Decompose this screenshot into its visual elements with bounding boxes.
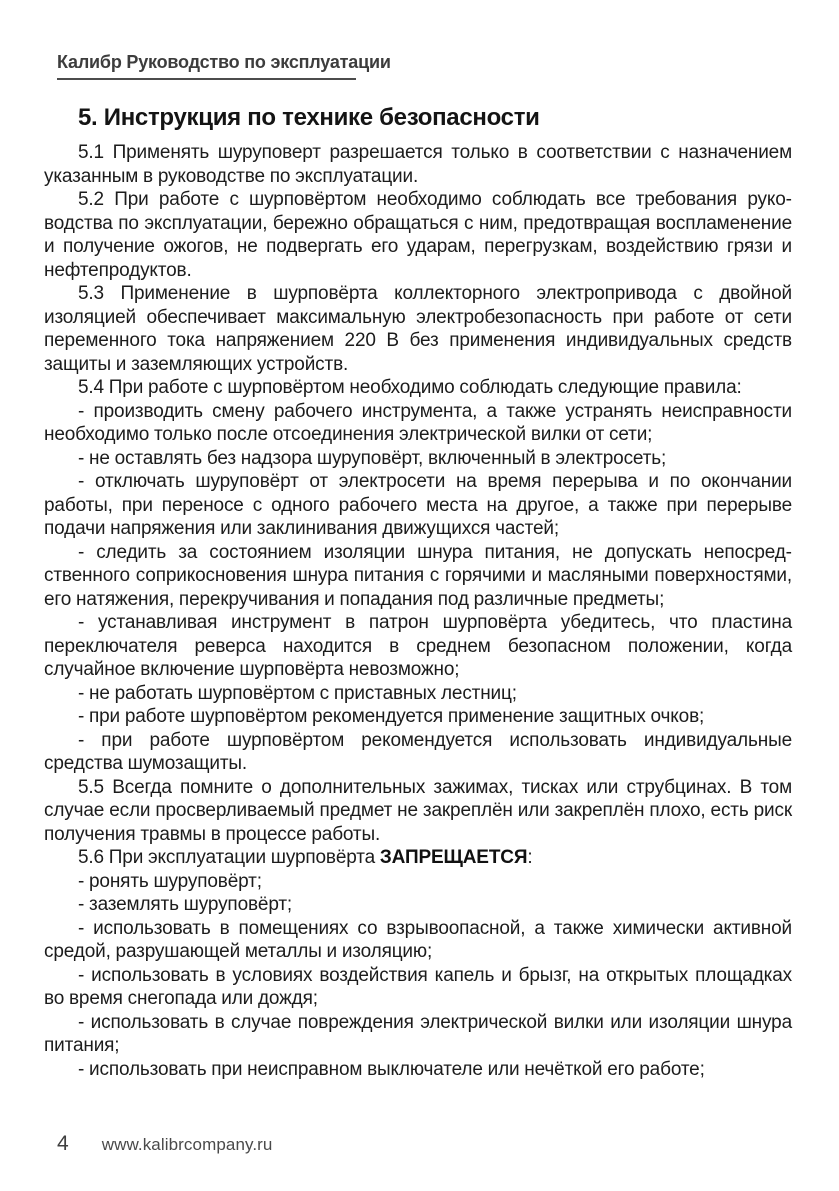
- list-item: - отключать шуруповёрт от электросети на время перерыва и по окончании работы, при переносе с одного рабочего места на другое, а также при перерыве подачи напряжения или заклинивания движущихся частей;: [44, 471, 792, 539]
- page-content: [44, 104, 792, 1081]
- list-item: - заземлять шуруповёрт;: [78, 894, 293, 915]
- paragraph-5-3: 5.3 Применение в шурповёрта коллекторного электропривода с двойной изоляцией обеспечивает максимальную электробезопасность при работе от сети переменного тока напряжением 220 В без применения индивидуальных средств защиты и заземляющих устройств.: [44, 283, 792, 375]
- page-number: 4: [57, 1132, 69, 1155]
- header-divider: [57, 78, 356, 80]
- paragraph-5-2: 5.2 При работе с шурповёртом необходимо соблюдать все требования руководства по эксплуатации, бережно обращаться с ним, предотвращая воспламенение и получение ожогов, не подвергать его ударам, перегрузкам, воздействию грязи и нефтепродуктов.: [44, 189, 792, 281]
- forbidden-emphasis: ЗАПРЕЩАЕТСЯ: [379, 847, 528, 868]
- paragraph-5-4: 5.4 При работе с шурповёртом необходимо соблюдать следующие правила:: [78, 377, 742, 398]
- list-item: - при работе шурповёртом рекомендуется применение защитных очков;: [78, 706, 705, 727]
- paragraph-5-6-suffix: :: [527, 847, 533, 868]
- list-item: - использовать в помещениях со взрывоопасной, а также химически активной средой, разрушающей металлы и изоляцию;: [44, 917, 792, 962]
- list-item: - устанавливая инструмент в патрон шурповёрта убедитесь, что пластина переключателя реверса находится в среднем безопасном положении, когда случайное включение шурповёрта невозможно;: [44, 612, 792, 680]
- page-footer: [57, 1132, 272, 1156]
- list-item: - использовать при неисправном выключателе или нечёткой его работе;: [78, 1058, 705, 1080]
- paragraph-5-1: 5.1 Применять шуруповерт разрешается только в соответствии с назначением указанным в руководстве по эксплуатации.: [44, 142, 792, 187]
- paragraph-5-6: [44, 846, 792, 870]
- list-item: - не оставлять без надзора шуруповёрт, включенный в электросеть;: [78, 447, 667, 469]
- list-item: - производить смену рабочего инструмента, а также устранять неисправности необходимо только после отсоединения электрической вилки от сети;: [44, 400, 792, 445]
- paragraph-5-5: 5.5 Всегда помните о дополнительных зажимах, тисках или струбцинах. В том случае если просверливаемый предмет не закреплён или закреплён плохо, есть риск получения травмы в процессе работы.: [44, 776, 792, 845]
- list-item: - следить за состоянием изоляции шнура питания, не допускать непосредственного соприкосновения шнура питания с горячими и масляными поверхностями, его натяжения, перекручивания и попадания под различные предметы;: [44, 541, 792, 610]
- footer-website: www.kalibrcompany.ru: [101, 1135, 273, 1154]
- running-header: Калибр Руководство по эксплуатации: [57, 52, 391, 72]
- list-item: - использовать в условиях воздействия капель и брызг, на открытых площадках во время снегопада или дождя;: [44, 964, 792, 1009]
- section-title: 5. Инструкция по технике безопасности: [78, 104, 540, 131]
- list-item: - не работать шурповёртом с приставных лестниц;: [78, 682, 517, 704]
- list-item: - использовать в случае повреждения электрической вилки или изоляции шнура питания;: [44, 1011, 792, 1056]
- list-item: - ронять шуруповёрт;: [78, 870, 262, 892]
- paragraph-5-6-prefix: 5.6 При эксплуатации шурповёрта: [78, 847, 380, 868]
- list-item: - при работе шурповёртом рекомендуется использовать индивидуальные средства шумозащиты.: [44, 729, 792, 774]
